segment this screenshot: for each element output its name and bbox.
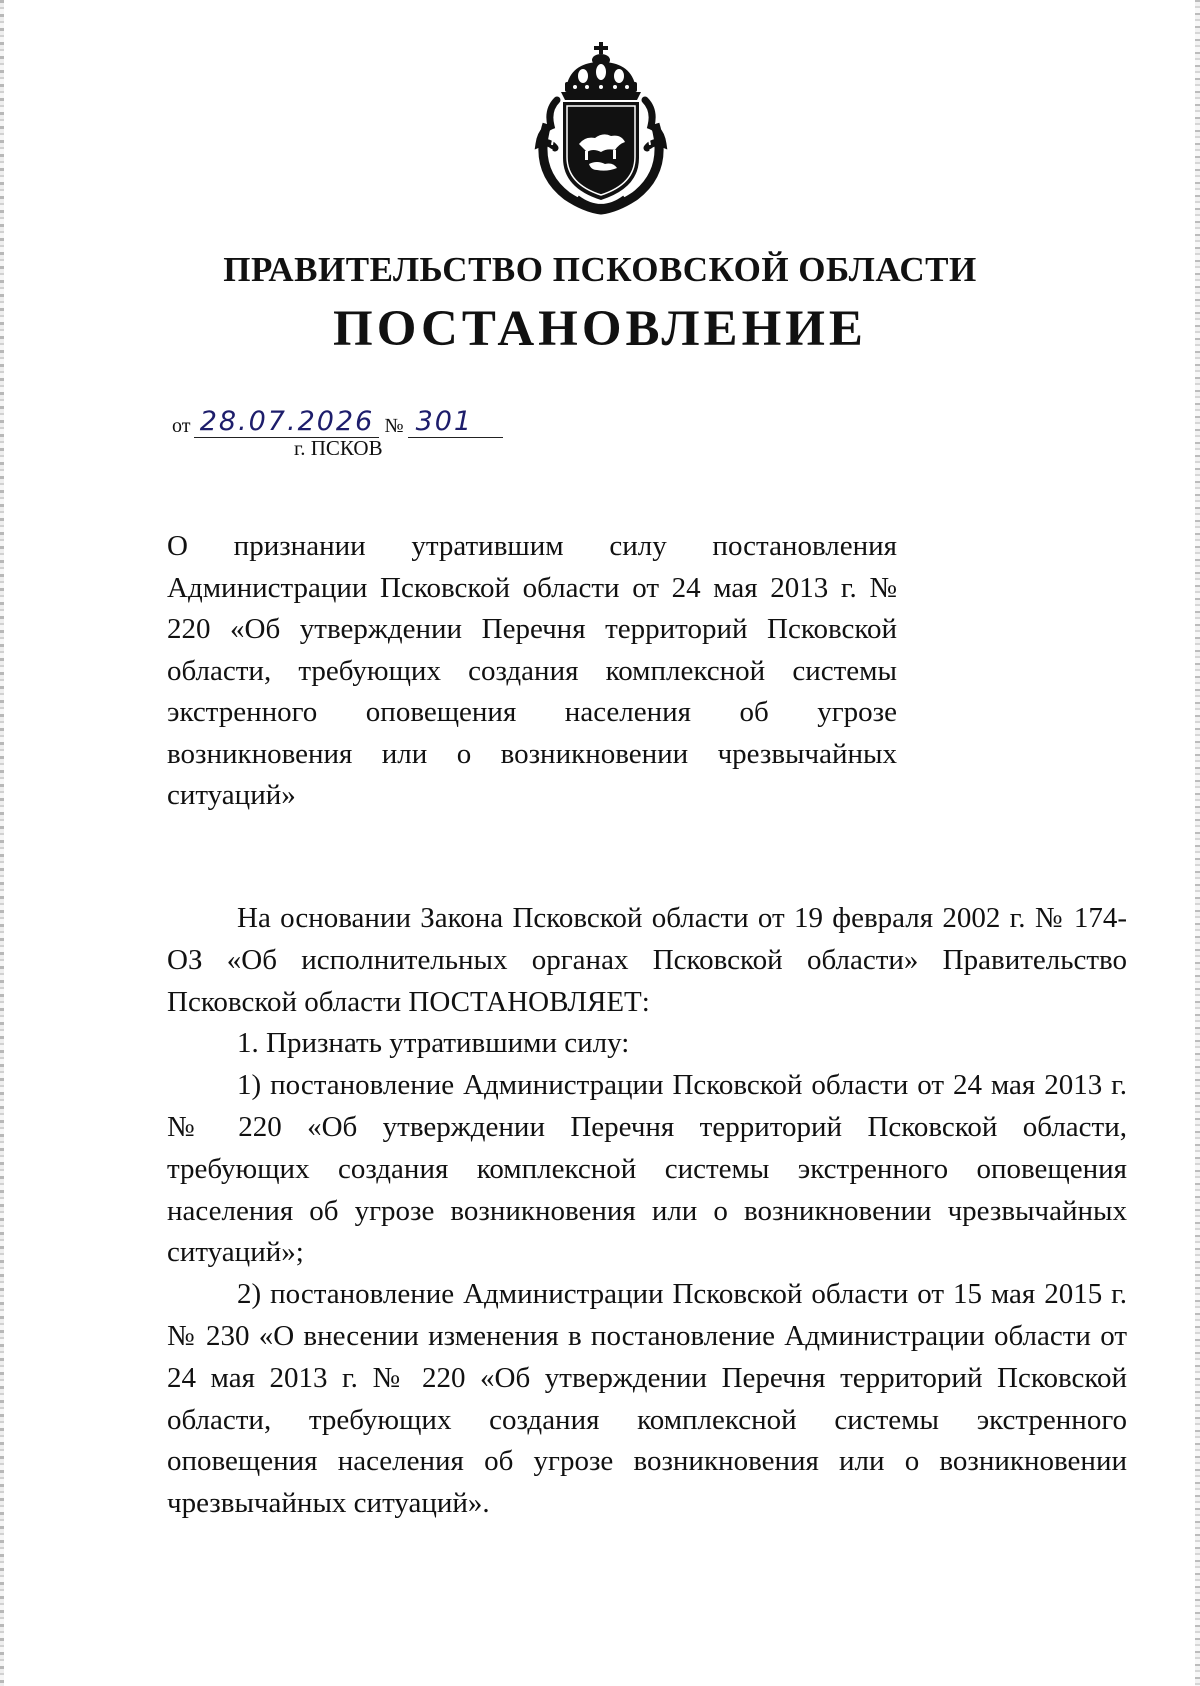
city-label: г. ПСКОВ [294, 436, 383, 460]
number-prefix: № [384, 415, 404, 437]
document-body [167, 898, 1127, 1525]
handwritten-date: 28.07.2026 [199, 406, 375, 437]
date-field [194, 406, 379, 438]
preamble-paragraph: На основании Закона Псковской области от 19 февраля 2002 г. № 174-ОЗ «Об исполнительных органах Псковской области» Правительство Псковской области ПОСТАНОВЛЯЕТ: [167, 902, 1127, 1018]
document-subject: О признании утратившим силу постановления Администрации Псковской области от 24 мая 2013 г. № 220 «Об утверждении Перечня территорий Псковской области, требующих создания комплексной системы экстренного оповещения населения об угрозе возникновения или о возникновении чрезвычайных ситуаций» [167, 530, 897, 811]
date-prefix: от [172, 415, 191, 437]
registration-line [172, 406, 503, 438]
clause-1-item-1: 1) постановление Администрации Псковской области от 24 мая 2013 г. № 220 «Об утверждении Перечня территорий Псковской области, требующих создания комплексной системы экстренного оповещения населения об угрозе возникновения или о возникновении чрезвычайных ситуаций»; [167, 1069, 1127, 1269]
number-field [408, 406, 503, 438]
document-type-title: ПОСТАНОВЛЕНИЕ [333, 301, 867, 357]
handwritten-number: 301 [415, 406, 474, 437]
coat-of-arms-emblem [527, 40, 675, 216]
clause-1: 1. Признать утратившими силу: [237, 1027, 630, 1060]
clause-1-item-2: 2) постановление Администрации Псковской области от 15 мая 2015 г. № 230 «О внесении изменения в постановление Администрации области от 24 мая 2013 г. № 220 «Об утверждении Перечня территорий Псковской области, требующих создания комплексной системы экстренного оповещения населения об угрозе возникновения или о возникновении чрезвычайных ситуаций». [167, 1278, 1127, 1520]
organization-title: ПРАВИТЕЛЬСТВО ПСКОВСКОЙ ОБЛАСТИ [223, 250, 977, 289]
